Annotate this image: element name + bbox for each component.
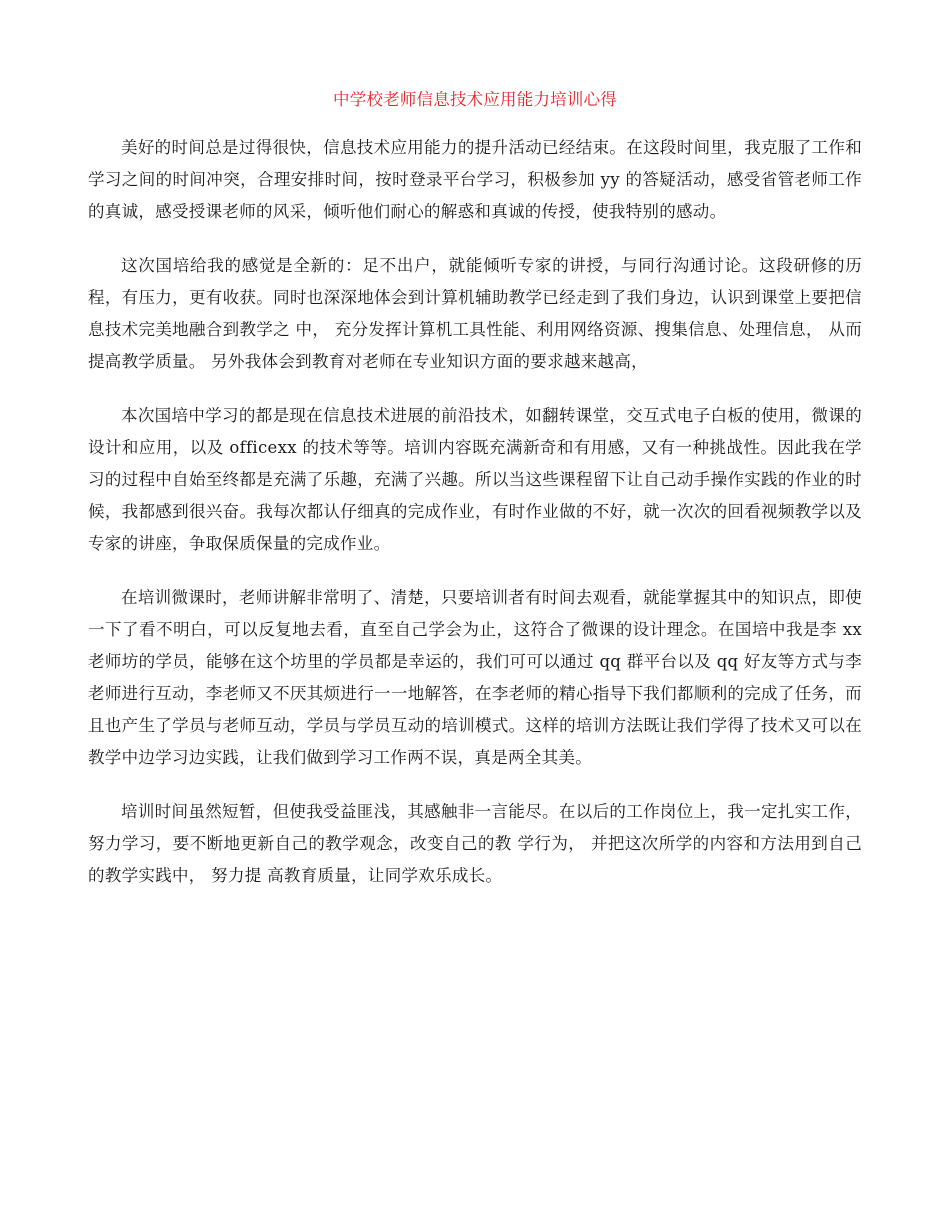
document-title: 中学校老师信息技术应用能力培训心得 xyxy=(333,90,617,109)
paragraph-4: 在培训微课时，老师讲解非常明了、清楚，只要培训者有时间去观看，就能掌握其中的知识点，即使一下了看不明白，可以反复地去看，直至自己学会为止，这符合了微课的设计理念。在国培中我是李 xx 老师坊的学员，能够在这个坊里的学员都是幸运的，我们可可以通过 qq 群平台以及 qq 好友等方式与李老师进行互动，李老师又不厌其烦进行一一地解答，在李老师的精心指导下我们都顺利的完成了任务，而且也产生了学员与老师互动，学员与学员互动的培训模式。这样的培训方法既让我们学得了技术又可以在教学中边学习边实践，让我们做到学习工作两不误，真是两全其美。 xyxy=(88,588,862,767)
paragraph-2: 这次国培给我的感觉是全新的：足不出户，就能倾听专家的讲授，与同行沟通讨论。这段研修的历程，有压力，更有收获。同时也深深地体会到计算机辅助教学已经走到了我们身边，认识到课堂上要把信息技术完美地融合到教学之 中， 充分发挥计算机工具性能、利用网络资源、搜集信息、处理信息， 从而提高教学质量。 另外我体会到教育对老师在专业知识方面的要求越来越高， xyxy=(88,256,862,371)
paragraph-3: 本次国培中学习的都是现在信息技术进展的前沿技术，如翻转课堂，交互式电子白板的使用，微课的设计和应用，以及 officexx 的技术等等。培训内容既充满新奇和有用感，又有一种挑战性。因此我在学习的过程中自始至终都是充满了乐趣，充满了兴趣。所以当这些课程留下让自己动手操作实践的作业的时候，我都感到很兴奋。我每次都认仔细真的完成作业，有时作业做的不好，就一次次的回看视频教学以及专家的讲座，争取保质保量的完成作业。 xyxy=(88,406,862,553)
paragraph-1: 美好的时间总是过得很快，信息技术应用能力的提升活动已经结束。在这段时间里，我克服了工作和学习之间的时间冲突，合理安排时间，按时登录平台学习，积极参加 yy 的答疑活动，感受省管老师工作的真诚，感受授课老师的风采，倾听他们耐心的解惑和真诚的传授，使我特别的感动。 xyxy=(88,138,862,221)
paragraph-5: 培训时间虽然短暂，但使我受益匪浅，其感触非一言能尽。在以后的工作岗位上，我一定扎实工作，努力学习，要不断地更新自己的教学观念，改变自己的教 学行为， 并把这次所学的内容和方法用到自己的教学实践中， 努力提 高教育质量，让同学欢乐成长。 xyxy=(88,802,862,885)
